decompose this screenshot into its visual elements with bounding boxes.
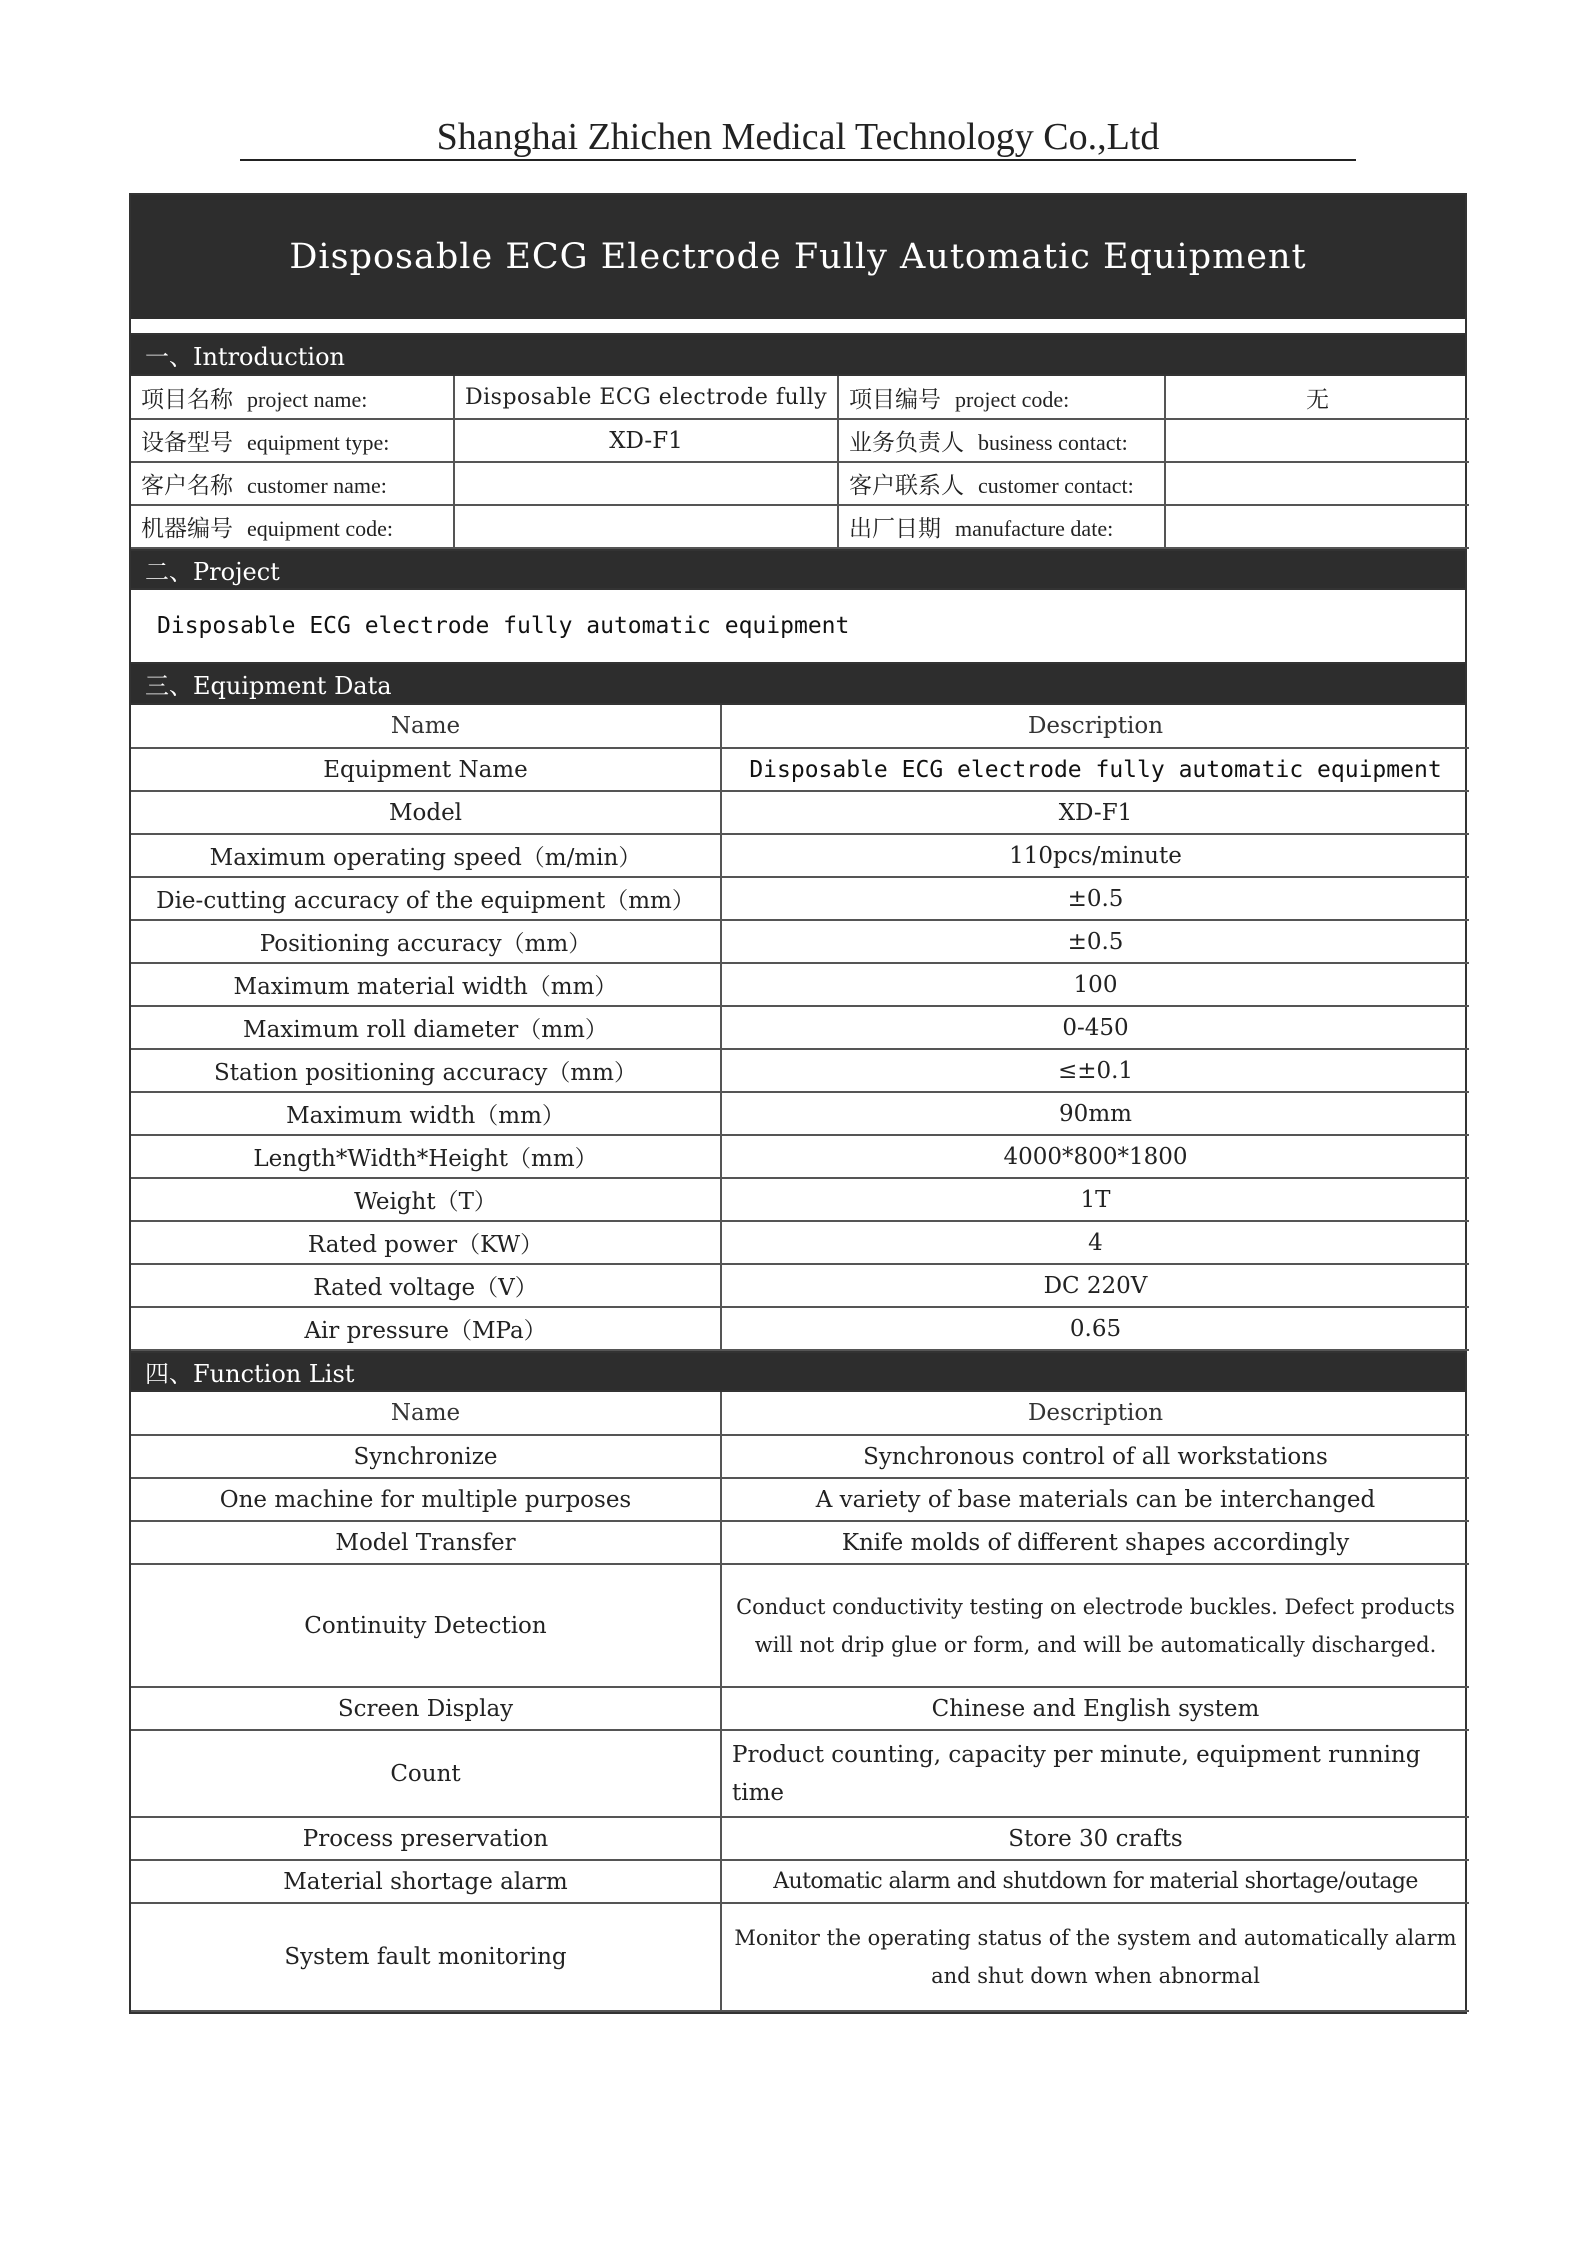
customer-name-label: 客户名称 customer name: [131, 462, 454, 505]
column-header-description: Description [721, 1392, 1469, 1435]
intro-row [131, 505, 1469, 548]
table-row [131, 1817, 1469, 1860]
row-value: ±0.5 [721, 920, 1469, 963]
row-name: Equipment Name [131, 748, 721, 791]
customer-contact-label: 客户联系人 customer contact: [838, 462, 1165, 505]
introduction-table [131, 376, 1469, 549]
row-name: Model Transfer [131, 1521, 721, 1564]
row-value: 1T [721, 1178, 1469, 1221]
row-value: Disposable ECG electrode fully automatic equipment [721, 748, 1469, 791]
column-header-name: Name [131, 705, 721, 748]
row-name: Rated power（KW） [131, 1221, 721, 1264]
row-name: Continuity Detection [131, 1564, 721, 1687]
row-name: Maximum roll diameter（mm） [131, 1006, 721, 1049]
table-row [131, 1860, 1469, 1903]
intro-row [131, 462, 1469, 505]
table-row [131, 1435, 1469, 1478]
section-project: 二、Project [131, 549, 1465, 590]
row-value: 110pcs/minute [721, 834, 1469, 877]
row-name: Maximum width（mm） [131, 1092, 721, 1135]
table-row [131, 1478, 1469, 1521]
row-value: 100 [721, 963, 1469, 1006]
table-row [131, 1521, 1469, 1564]
row-name: Process preservation [131, 1817, 721, 1860]
row-value: 4000*800*1800 [721, 1135, 1469, 1178]
section-introduction: 一、Introduction [131, 335, 1465, 376]
business-contact-label: 业务负责人 business contact: [838, 419, 1165, 462]
row-value: Conduct conductivity testing on electrode buckles. Defect products will not drip glue or form, and will be automatically discharged. [721, 1564, 1469, 1687]
row-name: Maximum material width（mm） [131, 963, 721, 1006]
customer-contact-value [1165, 462, 1469, 505]
row-name: Station positioning accuracy（mm） [131, 1049, 721, 1092]
equipment-code-label: 机器编号 equipment code: [131, 505, 454, 548]
table-row [131, 1178, 1469, 1221]
equipment-type-value: XD-F1 [454, 419, 838, 462]
row-name: One machine for multiple purposes [131, 1478, 721, 1521]
row-name: Rated voltage（V） [131, 1264, 721, 1307]
section-function-list: 四、Function List [131, 1351, 1465, 1392]
row-value: 90mm [721, 1092, 1469, 1135]
table-row [131, 1264, 1469, 1307]
equipment-code-value [454, 505, 838, 548]
document-title: Disposable ECG Electrode Fully Automatic Equipment [131, 195, 1465, 319]
row-value: 0-450 [721, 1006, 1469, 1049]
table-row [131, 1135, 1469, 1178]
table-row [131, 1221, 1469, 1264]
row-name: Count [131, 1730, 721, 1817]
table-row [131, 963, 1469, 1006]
column-header-description: Description [721, 705, 1469, 748]
row-name: Screen Display [131, 1687, 721, 1730]
project-code-label: 项目编号 project code: [838, 376, 1165, 419]
table-header-row [131, 705, 1469, 748]
table-row [131, 1307, 1469, 1350]
equipment-data-table [131, 705, 1469, 1351]
intro-row [131, 376, 1469, 419]
row-name: Length*Width*Height（mm） [131, 1135, 721, 1178]
manufacture-date-value [1165, 505, 1469, 548]
business-contact-value [1165, 419, 1469, 462]
title-divider [131, 319, 1465, 335]
row-value: Synchronous control of all workstations [721, 1435, 1469, 1478]
table-row [131, 834, 1469, 877]
row-name: Material shortage alarm [131, 1860, 721, 1903]
row-name: System fault monitoring [131, 1903, 721, 2011]
row-value: XD-F1 [721, 791, 1469, 834]
table-row [131, 1903, 1469, 2011]
row-value: ±0.5 [721, 877, 1469, 920]
table-row [131, 877, 1469, 920]
table-row [131, 1687, 1469, 1730]
row-name: Maximum operating speed（m/min） [131, 834, 721, 877]
project-description: Disposable ECG electrode fully automatic equipment [131, 590, 1465, 664]
table-row [131, 791, 1469, 834]
row-name: Positioning accuracy（mm） [131, 920, 721, 963]
row-name: Synchronize [131, 1435, 721, 1478]
table-row [131, 1092, 1469, 1135]
company-header: Shanghai Zhichen Medical Technology Co.,Ltd [436, 116, 1160, 158]
row-value: Store 30 crafts [721, 1817, 1469, 1860]
table-row [131, 920, 1469, 963]
header-rule [240, 159, 1356, 161]
customer-name-value [454, 462, 838, 505]
row-value: Chinese and English system [721, 1687, 1469, 1730]
row-name: Die-cutting accuracy of the equipment（mm） [131, 877, 721, 920]
row-value: Product counting, capacity per minute, equipment running time [721, 1730, 1469, 1817]
equipment-type-label: 设备型号 equipment type: [131, 419, 454, 462]
table-header-row [131, 1392, 1469, 1435]
column-header-name: Name [131, 1392, 721, 1435]
row-value: DC 220V [721, 1264, 1469, 1307]
table-row [131, 748, 1469, 791]
intro-row [131, 419, 1469, 462]
row-value: 4 [721, 1221, 1469, 1264]
row-value: Automatic alarm and shutdown for material shortage/outage [721, 1860, 1469, 1903]
function-list-table [131, 1392, 1469, 2012]
row-value: 0.65 [721, 1307, 1469, 1350]
manufacture-date-label: 出厂日期 manufacture date: [838, 505, 1165, 548]
spec-sheet [129, 193, 1467, 2014]
row-value: A variety of base materials can be interchanged [721, 1478, 1469, 1521]
row-name: Weight（T） [131, 1178, 721, 1221]
row-value: Monitor the operating status of the system and automatically alarm and shut down when abnormal [721, 1903, 1469, 2011]
project-code-value: 无 [1165, 376, 1469, 419]
row-value: Knife molds of different shapes accordingly [721, 1521, 1469, 1564]
table-row [131, 1006, 1469, 1049]
table-row [131, 1730, 1469, 1817]
row-name: Model [131, 791, 721, 834]
table-row [131, 1049, 1469, 1092]
row-value: ≤±0.1 [721, 1049, 1469, 1092]
section-equipment-data: 三、Equipment Data [131, 664, 1465, 705]
project-name-value: Disposable ECG electrode fully [454, 376, 838, 419]
table-row [131, 1564, 1469, 1687]
row-name: Air pressure（MPa） [131, 1307, 721, 1350]
project-name-label: 项目名称 project name: [131, 376, 454, 419]
